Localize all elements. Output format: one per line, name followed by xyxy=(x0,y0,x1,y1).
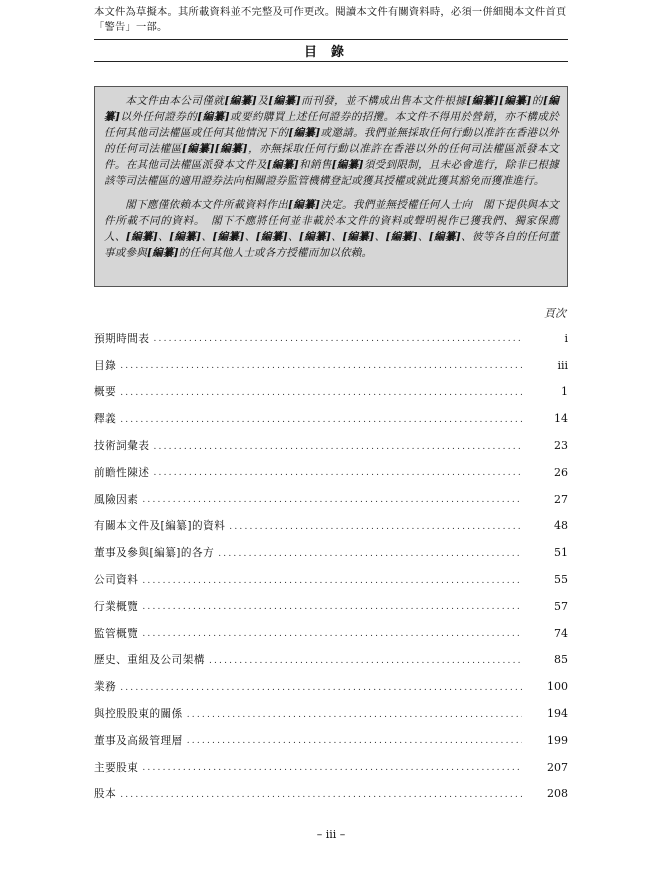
redacted-marker: [編纂] xyxy=(146,247,179,259)
toc-entry-page: 23 xyxy=(554,439,568,453)
toc-entry[interactable] xyxy=(94,754,568,781)
toc-leader-dots xyxy=(209,656,522,666)
toc-entry[interactable] xyxy=(94,405,568,432)
toc-entry-page: 100 xyxy=(547,680,568,694)
toc-entry[interactable] xyxy=(94,459,568,486)
toc-leader-dots xyxy=(142,763,522,773)
toc-entry[interactable] xyxy=(94,781,568,808)
toc-entry[interactable] xyxy=(94,700,568,727)
toc-leader-dots xyxy=(153,468,522,478)
toc-entry-label[interactable]: 董事及參與[編纂]的各方 xyxy=(94,547,215,560)
redacted-marker: [編纂] xyxy=(466,95,499,107)
title-bottom-rule xyxy=(94,61,568,62)
toc-entry-label[interactable]: 預期時間表 xyxy=(94,332,150,345)
toc-leader-dots xyxy=(142,495,522,505)
toc-entry-page: 51 xyxy=(554,546,568,560)
toc-leader-dots xyxy=(120,388,522,398)
toc-entry-page: 1 xyxy=(561,385,568,399)
toc-entry-label[interactable]: 股本 xyxy=(94,788,117,801)
toc-entry-label[interactable]: 技術詞彙表 xyxy=(94,440,150,453)
toc-leader-dots xyxy=(120,790,522,800)
toc-entry-page: 74 xyxy=(554,626,568,640)
toc-entry-label[interactable]: 與控股股東的關係 xyxy=(94,708,183,721)
toc-entry[interactable] xyxy=(94,379,568,406)
toc-entry-label[interactable]: 主要股東 xyxy=(94,761,139,774)
toc-leader-dots xyxy=(229,522,522,532)
page-title: 目錄 xyxy=(303,45,358,60)
page-number-footer: – iii – xyxy=(316,828,346,841)
toc-leader-dots xyxy=(142,629,522,639)
toc-entry-label[interactable]: 公司資料 xyxy=(94,574,139,587)
redacted-marker: [編纂] xyxy=(212,231,245,243)
toc-entry[interactable] xyxy=(94,673,568,700)
toc-entry[interactable] xyxy=(94,513,568,540)
redacted-marker: [編纂] xyxy=(331,159,364,171)
table-of-contents xyxy=(94,325,568,807)
toc-leader-dots xyxy=(120,683,522,693)
redacted-marker: [編纂] xyxy=(214,143,248,155)
toc-entry[interactable] xyxy=(94,325,568,352)
toc-entry-label[interactable]: 釋義 xyxy=(94,413,117,426)
toc-leader-dots xyxy=(153,334,522,344)
toc-entry-page: i xyxy=(564,331,568,345)
toc-leader-dots xyxy=(120,415,522,425)
toc-entry-page: 208 xyxy=(547,787,568,801)
redacted-marker: [編纂] xyxy=(498,95,532,107)
toc-leader-dots xyxy=(187,736,522,746)
redacted-marker: [編纂] xyxy=(268,95,301,107)
toc-entry-page: 85 xyxy=(554,653,568,667)
toc-entry-page: 14 xyxy=(554,412,568,426)
toc-entry-page: 194 xyxy=(547,707,568,721)
toc-entry-page: 207 xyxy=(547,760,568,774)
toc-entry[interactable] xyxy=(94,647,568,674)
redacted-marker: [編纂] xyxy=(428,231,461,243)
toc-entry-label[interactable]: 目錄 xyxy=(94,359,117,372)
redacted-marker: [編纂] xyxy=(385,231,418,243)
redacted-marker: [編纂] xyxy=(169,231,202,243)
toc-entry[interactable] xyxy=(94,566,568,593)
toc-entry-page: 48 xyxy=(554,519,568,533)
redacted-marker: [編纂] xyxy=(288,127,321,139)
toc-entry-label[interactable]: 監管概覽 xyxy=(94,627,139,640)
toc-leader-dots xyxy=(142,602,522,612)
toc-entry-label[interactable]: 前瞻性陳述 xyxy=(94,466,150,479)
toc-leader-dots xyxy=(142,576,522,586)
toc-leader-dots xyxy=(187,710,522,720)
toc-leader-dots xyxy=(153,442,522,452)
toc-entry-label[interactable]: 有關本文件及[編纂]的資料 xyxy=(94,520,226,533)
toc-entry-label[interactable]: 業務 xyxy=(94,681,117,694)
redacted-marker: [編纂] xyxy=(224,95,257,107)
toc-entry[interactable] xyxy=(94,486,568,513)
toc-entry-page: 57 xyxy=(554,599,568,613)
redacted-marker: [編纂] xyxy=(125,231,159,243)
disclaimer-paragraph-1: 本文件由本公司僅就[編纂]及[編纂]而刊發，並不構成出售本文件根據[編纂][編纂]的[編纂]以外任何證券的[編纂]或要約購買上述任何證券的招攬。本文件不得用於營銷，亦不構成於任何其他司法權區或任何其他情況下的[編纂]或邀請。我們並無採取任何行動以准許在香港以外的任何司法權區[編纂][編纂]，亦無採取任何行動以准許在香港以外的任何司法權區派發本文件。在其他司法權區派發本文件及[編纂]和銷售[編纂]須受到限制，且未必會進行，除非已根據該等司法權區的適用證券法向相關證券監管機構登記或獲其授權或就此獲其豁免而獲准進行。 xyxy=(104,95,560,187)
redacted-marker: [編纂] xyxy=(288,199,321,211)
toc-entry-label[interactable]: 風險因素 xyxy=(94,493,139,506)
disclaimer-paragraph-2: 閣下應僅依賴本文件所載資料作出[編纂]決定。我們並無授權任何人士向 閣下提供與本文件所載不同的資料。 閣下不應將任何並非載於本文件的資料或聲明視作已獲我們、獨家保薦人、[編纂]、[編纂]、[編纂]、[編纂]、[編纂]、[編纂]、[編纂]、[編纂]、彼等各自的任何董事或參與[編纂]的任何其他人士或各方授權而加以依賴。 xyxy=(104,199,560,259)
toc-leader-dots xyxy=(218,549,522,559)
redacted-marker: [編纂] xyxy=(181,143,215,155)
toc-entry[interactable] xyxy=(94,593,568,620)
title-top-rule xyxy=(94,39,568,40)
toc-entry-page: 26 xyxy=(554,465,568,479)
draft-warning-header: 本文件為草擬本。其所載資料並不完整及可作更改。閱讀本文件有關資料時，必須一併細閱本文件首頁「警告」一部。 xyxy=(94,6,567,33)
toc-entry-page: 55 xyxy=(554,573,568,587)
toc-entry-page: 199 xyxy=(547,733,568,747)
toc-entry[interactable] xyxy=(94,539,568,566)
toc-entry[interactable] xyxy=(94,727,568,754)
toc-leader-dots xyxy=(120,361,522,371)
redacted-marker: [編纂] xyxy=(104,95,560,123)
page-column-label: 頁次 xyxy=(544,307,566,320)
toc-entry-label[interactable]: 歷史、重組及公司架構 xyxy=(94,654,205,667)
toc-entry-label[interactable]: 概要 xyxy=(94,386,117,399)
toc-entry-page: 27 xyxy=(554,492,568,506)
redacted-marker: [編纂] xyxy=(197,111,230,123)
redacted-marker: [編纂] xyxy=(266,159,299,171)
toc-entry[interactable] xyxy=(94,352,568,379)
toc-entry-label[interactable]: 董事及高級管理層 xyxy=(94,734,183,747)
redacted-marker: [編纂] xyxy=(255,231,288,243)
redacted-marker: [編纂] xyxy=(342,231,375,243)
toc-entry[interactable] xyxy=(94,620,568,647)
toc-entry-page: iii xyxy=(557,358,568,372)
disclaimer-box xyxy=(94,86,568,287)
toc-entry[interactable] xyxy=(94,432,568,459)
toc-entry-label[interactable]: 行業概覽 xyxy=(94,600,139,613)
redacted-marker: [編纂] xyxy=(298,231,332,243)
